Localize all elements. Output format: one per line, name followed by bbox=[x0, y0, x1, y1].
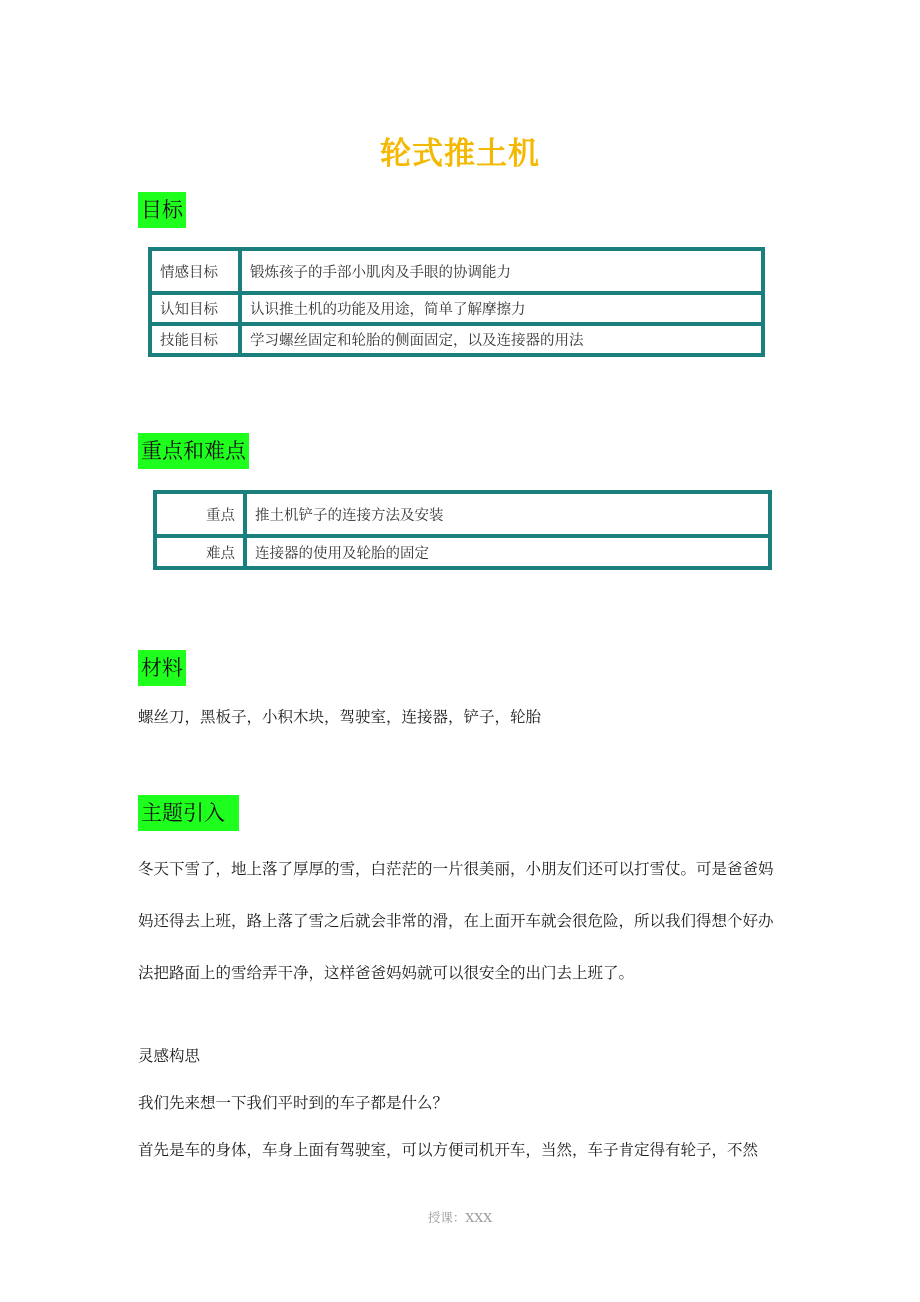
goal-text: 锻炼孩子的手部小肌肉及手眼的协调能力 bbox=[242, 251, 761, 291]
materials-heading: 材料 bbox=[138, 650, 186, 686]
intro-heading: 主题引入 bbox=[138, 795, 239, 831]
table-row bbox=[157, 494, 768, 534]
materials-text: 螺丝刀，黑板子，小积木块，驾驶室，连接器，铲子，轮胎 bbox=[138, 708, 542, 726]
inspiration-question: 我们先来想一下我们平时到的车子都是什么？ bbox=[138, 1094, 449, 1112]
table-row bbox=[152, 326, 761, 353]
inspiration-label: 灵感构思 bbox=[138, 1047, 201, 1065]
inspiration-text: 首先是车的身体，车身上面有驾驶室，可以方便司机开车，当然，车子肯定得有轮子，不然 bbox=[138, 1141, 759, 1159]
keypoint-text: 推土机铲子的连接方法及安装 bbox=[247, 494, 768, 534]
goal-text: 学习螺丝固定和轮胎的侧面固定，以及连接器的用法 bbox=[242, 326, 761, 353]
table-row bbox=[157, 538, 768, 566]
keypoint-label: 难点 bbox=[157, 538, 243, 566]
keypoints-table bbox=[153, 490, 772, 570]
table-row bbox=[152, 251, 761, 291]
page-title: 轮式推土机 bbox=[380, 136, 540, 172]
goals-heading: 目标 bbox=[138, 192, 186, 228]
goal-label: 技能目标 bbox=[152, 326, 238, 353]
page-footer: 授课：XXX bbox=[427, 1210, 493, 1225]
intro-text: 冬天下雪了，地上落了厚厚的雪，白茫茫的一片很美丽，小朋友们还可以打雪仗。可是爸爸妈妈还得去上班，路上落了雪之后就会非常的滑，在上面开车就会很危险，所以我们得想个好办法把路面上的雪给弄干净，这样爸爸妈妈就可以很安全的出门去上班了。 bbox=[138, 860, 774, 982]
keypoint-label: 重点 bbox=[157, 494, 243, 534]
keypoints-heading: 重点和难点 bbox=[138, 433, 249, 469]
goal-label: 情感目标 bbox=[152, 251, 238, 291]
table-row bbox=[152, 295, 761, 322]
goal-label: 认知目标 bbox=[152, 295, 238, 322]
keypoint-text: 连接器的使用及轮胎的固定 bbox=[247, 538, 768, 566]
goal-text: 认识推土机的功能及用途，简单了解摩擦力 bbox=[242, 295, 761, 322]
goals-table bbox=[148, 247, 765, 357]
